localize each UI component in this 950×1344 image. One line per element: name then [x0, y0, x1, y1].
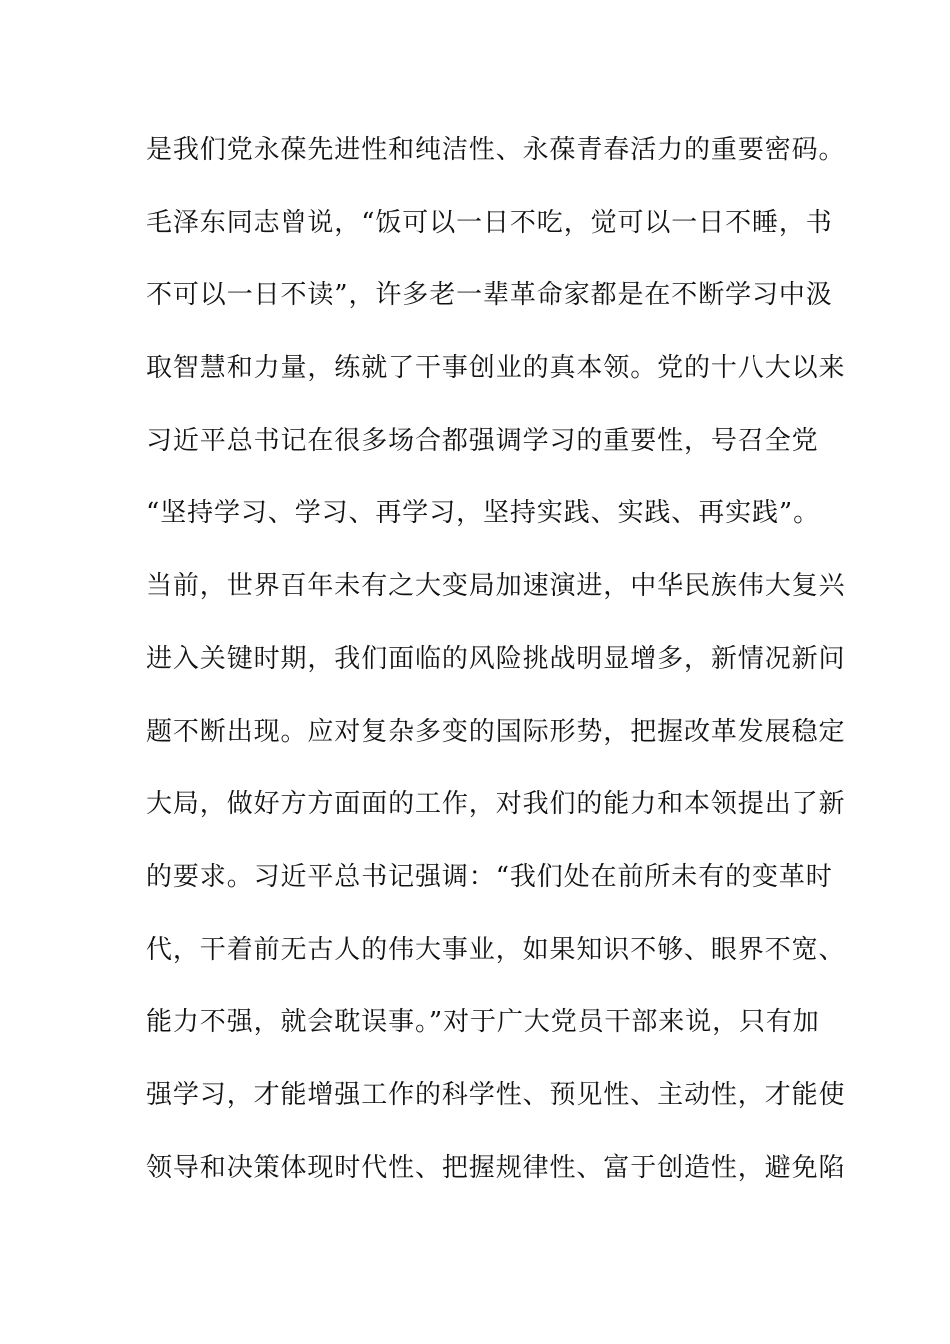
- text-line: 题不断出现。应对复杂多变的国际形势，把握改革发展稳定: [146, 716, 846, 747]
- text-line: 进入关键时期，我们面临的风险挑战明显增多，新情况新问: [146, 643, 846, 674]
- body-text: [146, 128, 846, 1218]
- text-line: 强学习，才能增强工作的科学性、预见性、主动性，才能使: [146, 1079, 846, 1110]
- text-line: “坚持学习、学习、再学习，坚持实践、实践、再实践”。: [146, 498, 820, 529]
- text-line: 不可以一日不读”，许多老一辈革命家都是在不断学习中汲: [146, 280, 833, 311]
- text-line: 当前，世界百年未有之大变局加速演进，中华民族伟大复兴: [146, 571, 846, 602]
- text-line: 大局，做好方方面面的工作，对我们的能力和本领提出了新: [146, 789, 846, 820]
- text-line: 能力不强，就会耽误事。”对于广大党员干部来说，只有加: [146, 1007, 820, 1038]
- text-line: 毛泽东同志曾说，“饭可以一日不吃，觉可以一日不睡，书: [146, 207, 833, 238]
- text-line: 的要求。习近平总书记强调：“我们处在前所未有的变革时: [146, 861, 833, 892]
- text-line: 取智慧和力量，练就了干事创业的真本领。党的十八大以来: [146, 353, 846, 384]
- text-line: 代，干着前无古人的伟大事业，如果知识不够、眼界不宽、: [146, 934, 846, 965]
- text-line: 是我们党永葆先进性和纯洁性、永葆青春活力的重要密码。: [146, 135, 846, 165]
- text-line: 习近平总书记在很多场合都强调学习的重要性，号召全党: [146, 425, 819, 456]
- text-line: 领导和决策体现时代性、把握规律性、富于创造性，避免陷: [146, 1152, 846, 1183]
